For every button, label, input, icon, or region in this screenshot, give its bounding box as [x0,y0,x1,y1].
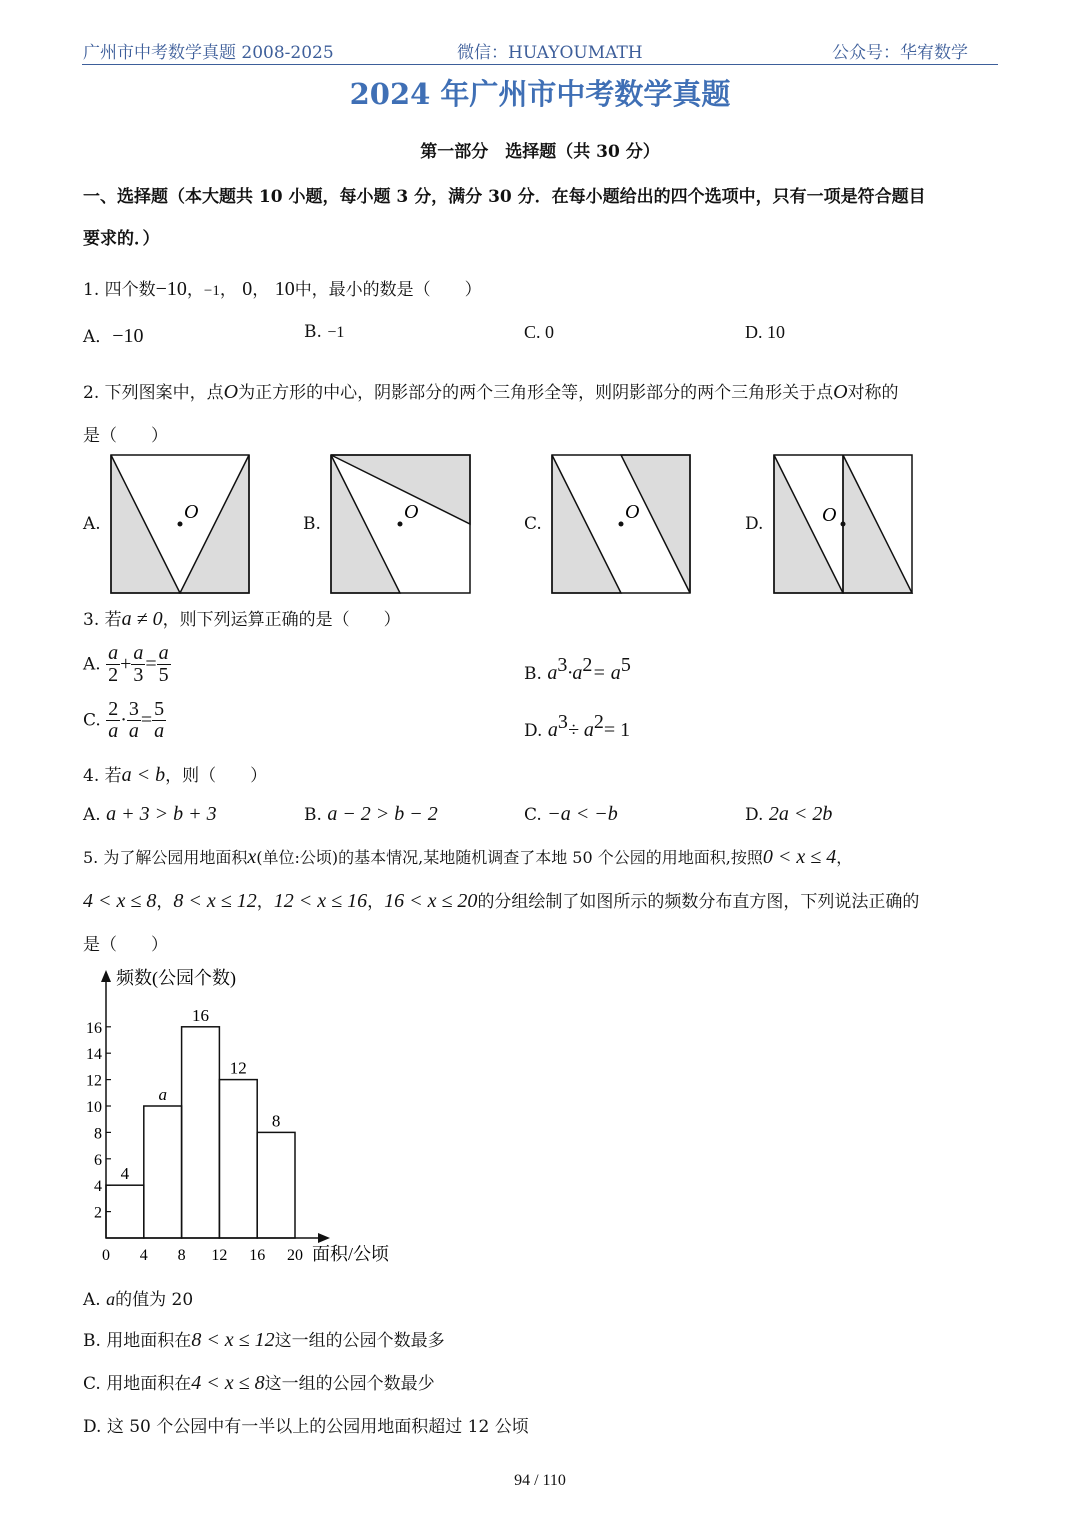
q5-option-a-var: a [106,1289,116,1309]
q2-label-a: A. [83,514,101,534]
chart-data-label-3: 16 [192,1005,209,1025]
q4-option-c-label: C. [524,805,542,825]
question-5-line2 [83,887,919,913]
q3-option-a [83,643,171,686]
q5-interval-5: 16 < x ≤ 20 [384,890,478,912]
q3-a-frac-2-den: 3 [133,664,144,686]
q5-line2-sep1: ， [156,892,174,912]
q2-label-b: B. [303,514,321,534]
chart-x-tick-label-4: 12 [211,1247,228,1264]
question-3-stem [83,605,401,631]
q3-stem-b: ，则下列运算正确的是（ ） [162,610,401,630]
q2-line1-a: 2. 下列图案中，点 [83,383,224,403]
q3-option-b-label: B. [524,664,542,684]
chart-y-ticks [86,1020,111,1222]
q1-number-4: 10 [274,278,295,300]
q3-a-plus: + [120,653,132,675]
q2-figure-a [111,455,249,593]
q2-figure-b [331,455,470,593]
q3-b-dot: ·a [567,662,583,684]
q2-figure-c [552,455,690,593]
q1-number-1: −10 [155,278,187,300]
chart-y-tick-label-8: 16 [86,1019,102,1037]
chart-data-labels [121,1006,281,1183]
chart-data-label-2: a [158,1085,167,1104]
q3-a-frac-2 [131,643,145,686]
q3-b-exp-1: 3 [557,654,568,676]
q5-interval-1: 0 < x ≤ 4 [762,846,837,868]
chart-y-axis-arrow [101,970,111,982]
q3-condition: a ≠ 0 [121,608,163,630]
chart-x-axis-arrow [318,1233,330,1243]
q3-c-equals: = [140,709,153,731]
q5-interval-2: 4 < x ≤ 8 [83,890,157,912]
q5-interval-4: 12 < x ≤ 16 [273,890,368,912]
part-title: 第一部分 选择题（共 30 分） [420,142,660,162]
q3-option-c [83,699,166,742]
question-5-line1 [83,845,852,869]
q3-a-equals: = [145,653,157,675]
q3-b-base: a [547,662,558,684]
figure-d-right-triangle [843,455,912,593]
chart-y-tick-label-1: 2 [94,1204,102,1222]
q3-c-frac-3-num: 5 [154,698,165,720]
chart-x-axis-label: 面积/公顷 [312,1244,390,1264]
q5-line2-e: 的分组绘制了如图所示的频数分布直方图，下列说法正确的 [477,892,920,912]
q5-option-b [83,1326,445,1352]
q3-a-frac-1-num: a [108,642,119,664]
header-right: 公众号：华宥数学 [832,43,968,63]
q3-c-frac-3 [152,699,166,742]
q3-a-frac-3-num: a [158,642,169,664]
q1-option-a-label: A． [83,327,113,347]
q1-sep-2: ， [219,280,237,300]
question-5-line3: 是（ ） [83,935,168,955]
q4-option-a [83,803,217,826]
q4-option-c-value: −a < −b [547,803,618,825]
q3-b-exp-2: 2 [582,654,593,676]
q4-option-d-value: 2a < 2b [768,803,833,825]
figure-b-center-point [398,522,403,527]
page-number: 94 / 110 [514,1472,566,1489]
figure-a-center-point [178,522,183,527]
section-instruction-line1: 一、选择题（本大题共 10 小题，每小题 3 分，满分 30 分．在每小题给出的四个选项中，只有一项是符合题目 [83,187,926,207]
q1-option-b-value: −1 [327,324,345,341]
q4-option-a-label: A. [83,805,101,825]
q2-figures [0,0,1080,620]
chart-bar-4 [219,1080,257,1238]
q3-option-d [524,711,630,742]
q4-stem-a: 4. 若 [83,766,122,786]
chart-data-label-4: 12 [229,1058,247,1078]
q5-option-c-a: C. 用地面积在 [83,1374,192,1394]
figure-a-left-triangle [111,455,180,593]
q3-option-b [524,654,631,685]
q5-line1-a: 5. 为了解公园用地面积 [83,848,248,867]
q2-figure-d [774,455,912,593]
q3-option-c-label: C. [83,710,101,731]
chart-y-tick-label-2: 4 [94,1178,102,1196]
chart-bars [106,1027,295,1238]
q3-c-frac-1 [106,699,120,742]
q4-option-c [524,803,618,826]
q3-c-frac-3-den: a [154,720,165,742]
chart-y-axis-label: 频数(公园个数) [116,968,236,988]
figure-a-center-label: O [184,501,199,523]
q1-sep-1: ， [186,280,204,300]
q3-b-exp-3: 5 [620,654,631,676]
q1-option-a-value: −10 [112,325,144,347]
header-center: 微信：HUAYOUMATH [457,43,643,63]
q1-option-c: C. 0 [524,322,555,342]
question-2-line2: 是（ ） [83,426,168,446]
q3-c-frac-1-den: a [108,720,119,742]
q5-option-a [83,1285,193,1310]
q2-line1-c: 对称的 [847,383,899,403]
chart-x-ticks [102,1247,303,1264]
q3-d-div: ÷ a [567,719,594,741]
q3-c-frac-2 [127,699,141,742]
q5-interval-3: 8 < x ≤ 12 [173,890,257,912]
chart-x-tick-label-3: 8 [177,1247,186,1264]
q5-line2-sep3: ， [367,892,385,912]
chart-y-tick-label-7: 14 [86,1046,102,1064]
q3-a-frac-3 [157,643,171,686]
q3-c-frac-2-den: a [128,720,139,742]
q3-option-a-label: A. [83,654,101,675]
q3-a-frac-1-den: 2 [108,664,119,686]
q5-option-b-interval: 8 < x ≤ 12 [191,1329,275,1351]
chart-bar-2 [144,1106,182,1238]
q5-option-b-b: 这一组的公园个数最多 [274,1331,445,1351]
chart-y-tick-label-3: 6 [94,1151,102,1169]
q1-number-2: −1 [203,283,220,299]
figure-b-center-label: O [404,501,419,523]
figure-c-left-triangle [552,455,621,593]
chart-x-tick-label-1: 0 [102,1247,110,1264]
chart-data-label-1: 4 [120,1164,130,1184]
q3-c-frac-2-num: 3 [128,698,139,720]
q1-option-b-label: B. [304,322,322,342]
chart-x-tick-label-6: 20 [287,1247,303,1264]
page-title: 2024 年广州市中考数学真题 [349,77,731,111]
q4-option-d-label: D. [745,805,764,825]
q5-option-b-a: B. 用地面积在 [83,1331,192,1351]
q1-number-3: 0 [242,278,253,300]
q4-condition: a < b [121,764,166,786]
q4-option-b-label: B. [304,805,322,825]
q2-point-o-2: O [833,381,848,403]
q3-b-result: = a [592,662,621,684]
q3-c-frac-1-num: 2 [108,698,119,720]
chart-y-tick-label-6: 12 [86,1072,102,1090]
q1-stem-a: 1. 四个数 [83,280,156,300]
q5-histogram [0,960,420,1270]
chart-x-tick-label-2: 4 [139,1247,148,1264]
figure-c-right-triangle [621,455,690,593]
chart-bar-5 [257,1132,295,1238]
q3-d-result: = 1 [603,719,631,741]
q5-option-c-b: 这一组的公园个数最少 [264,1374,435,1394]
q3-c-dot: · [120,709,127,731]
q5-option-a-text: 的值为 20 [115,1290,194,1310]
chart-bar-3 [182,1027,220,1238]
q1-sep-3: ， [252,280,270,300]
q4-option-a-value: a + 3 > b + 3 [106,803,217,825]
q5-option-c-interval: 4 < x ≤ 8 [191,1372,265,1394]
q5-var-x: x [247,846,257,868]
q4-option-b-value: a − 2 > b − 2 [327,803,438,825]
q2-point-o: O [223,381,239,403]
q5-line2-sep2: ， [256,892,274,912]
chart-data-label-5: 8 [271,1111,281,1131]
q5-line1-b: (单位:公顷)的基本情况,某地随机调查了本地 50 个公园的用地面积,按照 [256,848,763,867]
q3-d-exp-1: 3 [557,711,568,733]
chart-bar-1 [106,1185,144,1238]
q3-d-exp-2: 2 [593,711,604,733]
q3-a-frac-1 [106,643,120,686]
figure-c-center-label: O [625,501,640,523]
figure-d-center-point [841,522,846,527]
q3-a-frac-2-num: a [133,642,144,664]
chart-y-tick-label-5: 10 [86,1099,102,1116]
q5-option-c [83,1369,435,1395]
q2-label-d: D. [745,514,764,534]
q3-d-base: a [547,719,558,741]
q1-option-d: D. 10 [745,322,785,342]
chart-x-tick-label-5: 16 [249,1247,266,1264]
figure-c-center-point [619,522,624,527]
figure-d-center-label: O [822,504,837,526]
q4-option-b [304,803,438,826]
chart-y-tick-label-4: 8 [94,1125,102,1143]
q2-line1-b: 为正方形的中心，阴影部分的两个三角形全等，则阴影部分的两个三角形关于点 [238,383,834,403]
q5-line1-d: ， [836,848,853,867]
q5-option-a-label: A. [83,1290,101,1310]
header-left: 广州市中考数学真题 2008-2025 [83,43,334,63]
q3-stem-a: 3. 若 [83,610,122,630]
q4-option-d [745,803,832,826]
figure-a-right-triangle [180,455,249,593]
q1-stem-b: 中，最小的数是（ ） [294,280,482,300]
q3-option-d-label: D. [524,721,543,741]
section-instruction-line2: 要求的．） [83,229,160,249]
q4-stem-b: ，则（ ） [165,766,268,786]
q5-option-d: D. 这 50 个公园中有一半以上的公园用地面积超过 12 公顷 [83,1417,529,1437]
q2-label-c: C. [524,514,542,534]
q3-a-frac-3-den: 5 [158,664,169,686]
question-4-stem [83,761,267,787]
